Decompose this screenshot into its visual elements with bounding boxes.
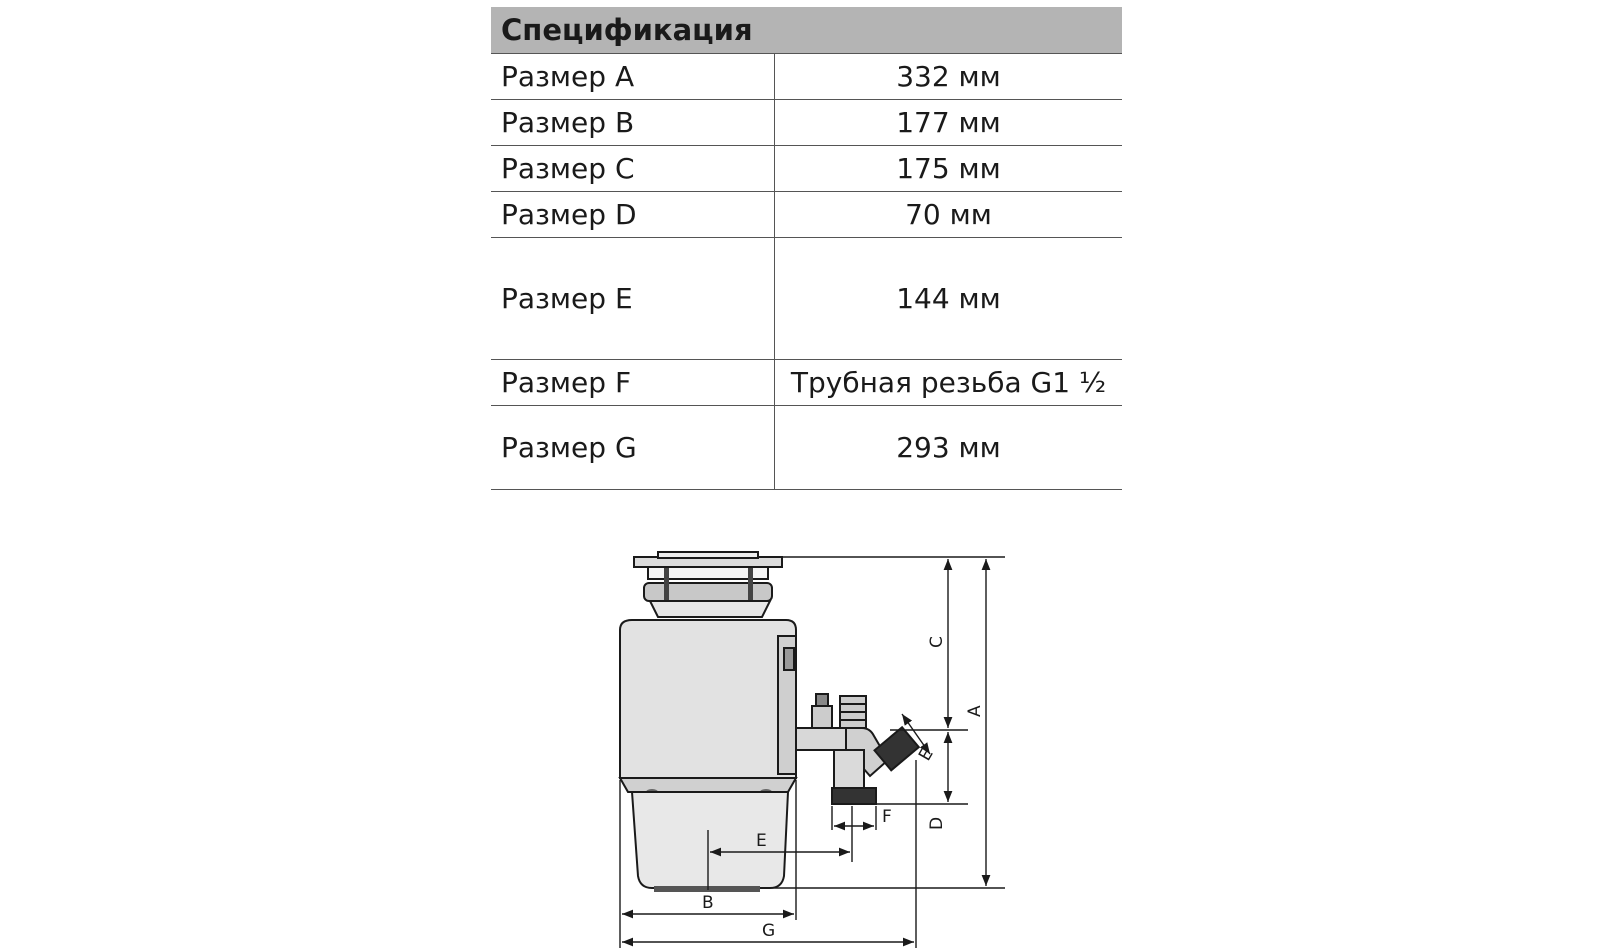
dishwasher-inlet xyxy=(812,706,832,728)
row-value: Трубная резьба G1 ½ xyxy=(775,360,1123,406)
row-value: 70 мм xyxy=(775,192,1123,238)
row-value: 175 мм xyxy=(775,146,1123,192)
row-label: Размер A xyxy=(491,54,775,100)
discharge-pipe xyxy=(834,750,864,790)
row-value: 144 мм xyxy=(775,238,1123,360)
label-c: C xyxy=(927,636,947,648)
mounting-neck xyxy=(650,601,770,617)
row-label: Размер G xyxy=(491,406,775,490)
row-value: 293 мм xyxy=(775,406,1123,490)
label-e: E xyxy=(756,831,767,851)
clamp-screw-left xyxy=(664,568,669,600)
label-b: B xyxy=(702,893,714,913)
row-label: Размер C xyxy=(491,146,775,192)
label-e-diagonal: E xyxy=(915,745,938,765)
row-label: Размер B xyxy=(491,100,775,146)
base-plate xyxy=(654,886,760,892)
row-value: 177 мм xyxy=(775,100,1123,146)
spec-table-title: Спецификация xyxy=(491,7,1122,54)
outlet-nut-bottom xyxy=(832,788,876,804)
label-a: A xyxy=(965,705,985,717)
row-label: Размер D xyxy=(491,192,775,238)
row-label: Размер E xyxy=(491,238,775,360)
housing-switch xyxy=(784,648,794,670)
dishwasher-cap xyxy=(816,694,828,706)
row-value: 332 мм xyxy=(775,54,1123,100)
motor-housing xyxy=(620,620,796,778)
label-f: F xyxy=(882,807,892,827)
label-g: G xyxy=(762,921,776,941)
label-d: D xyxy=(927,816,947,830)
disposer-drawing xyxy=(620,552,919,892)
clamp-screw-right xyxy=(748,568,753,600)
row-label: Размер F xyxy=(491,360,775,406)
discharge-inlet xyxy=(796,728,846,750)
flange-cap xyxy=(658,552,758,558)
